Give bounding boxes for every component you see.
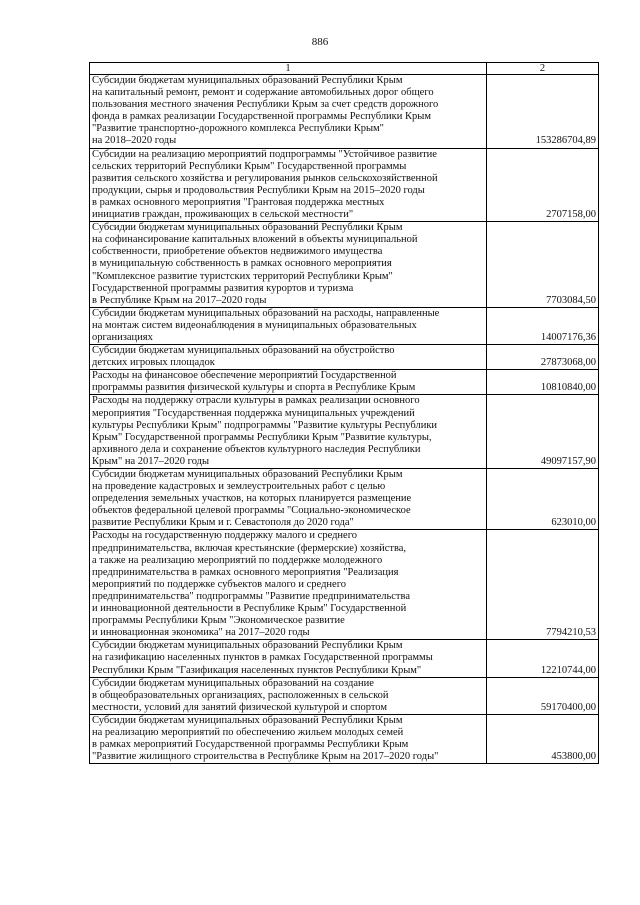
row-amount: 59170400,00: [487, 677, 599, 714]
description-line: программы Республики Крым "Экономическое развитие: [92, 615, 345, 627]
table-row: [90, 222, 599, 308]
row-amount: 27873068,00: [487, 345, 599, 370]
description-line: местности, условий для занятий физической культурой и спортом: [92, 701, 387, 713]
row-description: [90, 395, 487, 469]
description-line: на реализацию мероприятий по обеспечению жильем молодых семей: [92, 726, 404, 738]
description-line: в рамках мероприятий Государственной программы Республики Крым: [92, 739, 409, 751]
row-description: [90, 370, 487, 395]
description-line: Субсидии бюджетам муниципальных образований на расходы, направленные: [92, 307, 440, 319]
row-amount: 153286704,89: [487, 75, 599, 149]
table-row: [90, 345, 599, 370]
description-line: в рамках основного мероприятия "Грантовая поддержка местных: [92, 196, 385, 208]
description-line: Расходы на поддержку отрасли культуры в рамках реализации основного: [92, 395, 420, 407]
table-body: [90, 75, 599, 764]
description-line: Субсидии бюджетам муниципальных образований Республики Крым: [92, 222, 403, 234]
description-line: архивного дела и сохранение объектов культурного наследия Республики: [92, 443, 421, 455]
description-line: собственности, приобретение объектов недвижимого имущества: [92, 246, 383, 258]
description-line: и инновационная экономика" на 2017–2020 годы: [92, 627, 310, 639]
description-line: "Развитие транспортно-дорожного комплекса Республики Крым": [92, 123, 384, 135]
description-line: Субсидии бюджетам муниципальных образований Республики Крым: [92, 714, 403, 726]
description-line: Государственной программы развития курортов и туризма: [92, 282, 354, 294]
description-line: объектов федеральной целевой программы "Социально-экономическое: [92, 505, 411, 517]
description-line: и инновационной деятельности в Республике Крым" Государственной: [92, 603, 407, 615]
description-line: продукции, сырья и продовольствия Республики Крым на 2015–2020 годы: [92, 184, 425, 196]
budget-table: [89, 62, 599, 764]
row-amount: 7703084,50: [487, 222, 599, 308]
table-row: [90, 530, 599, 640]
row-description: [90, 75, 487, 149]
description-line: фонда в рамках реализации Государственной программы Республики Крым: [92, 111, 431, 123]
row-amount: 49097157,90: [487, 395, 599, 469]
description-line: на 2018–2020 годы: [92, 135, 177, 147]
row-amount: 14007176,36: [487, 307, 599, 344]
row-amount: 10810840,00: [487, 370, 599, 395]
table-row: [90, 469, 599, 530]
description-line: Субсидии бюджетам муниципальных образований Республики Крым: [92, 75, 403, 86]
description-line: на капитальный ремонт, ремонт и содержание автомобильных дорог общего: [92, 87, 434, 99]
description-line: мероприятия "Государственная поддержка муниципальных учреждений: [92, 407, 415, 419]
description-line: в Республике Крым на 2017–2020 годы: [92, 294, 267, 306]
description-line: на газификацию населенных пунктов в рамках Государственной программы: [92, 652, 433, 664]
description-line: Субсидии бюджетам муниципальных образований на обустройство: [92, 345, 395, 357]
description-line: в муниципальную собственность в рамках основного мероприятия: [92, 258, 392, 270]
description-line: Субсидии бюджетам муниципальных образований Республики Крым: [92, 469, 403, 480]
description-line: сельских территорий Республики Крым" Государственной программы: [92, 160, 407, 172]
page-number: 886: [311, 36, 329, 48]
row-description: [90, 469, 487, 530]
description-line: детских игровых площадок: [92, 357, 215, 369]
description-line: на софинансирование капитальных вложений в объекты муниципальной: [92, 234, 418, 246]
description-line: в общеобразовательных организациях, расположенных в сельской: [92, 689, 389, 701]
table-row: [90, 677, 599, 714]
description-line: Субсидии бюджетам муниципальных образований на создание: [92, 677, 374, 689]
description-line: мероприятий по поддержке субъектов малого и среднего: [92, 578, 346, 590]
row-description: [90, 714, 487, 763]
table-row: [90, 75, 599, 149]
row-description: [90, 530, 487, 640]
description-line: "Комплексное развитие туристских территорий Республики Крым": [92, 270, 393, 282]
description-line: на монтаж систем видеонаблюдения в муниципальных образовательных: [92, 319, 417, 331]
table-header-row: [90, 63, 599, 75]
description-line: Крым" Государственной программы Республики Крым "Развитие культуры,: [92, 431, 432, 443]
description-line: Крым" на 2017–2020 годы: [92, 455, 210, 467]
description-line: предпринимательства в рамках основного мероприятия "Реализация: [92, 566, 399, 578]
table-row: [90, 395, 599, 469]
description-line: пользования местного значения Республики Крым за счет средств дорожного: [92, 99, 439, 111]
row-description: [90, 345, 487, 370]
row-description: [90, 307, 487, 344]
description-line: предпринимательства" подпрограммы "Развитие предпринимательства: [92, 590, 410, 602]
row-description: [90, 148, 487, 222]
table-row: [90, 307, 599, 344]
row-description: [90, 222, 487, 308]
row-amount: 12210744,00: [487, 640, 599, 677]
description-line: на проведение кадастровых и землеустроительных работ с целью: [92, 481, 386, 493]
row-amount: 2707158,00: [487, 148, 599, 222]
description-line: Расходы на финансовое обеспечение мероприятий Государственной: [92, 370, 397, 382]
description-line: а также на реализацию мероприятий по поддержке молодежного: [92, 554, 383, 566]
description-line: развития сельского хозяйства и регулирования рынков сельскохозяйственной: [92, 172, 438, 184]
description-line: Субсидии бюджетам муниципальных образований Республики Крым: [92, 640, 403, 652]
row-amount: 7794210,53: [487, 530, 599, 640]
row-amount: 453800,00: [487, 714, 599, 763]
description-line: определения земельных участков, на которых планируется размещение: [92, 493, 412, 505]
description-line: инициатив граждан, проживающих в сельской местности": [92, 209, 354, 221]
row-amount: 623010,00: [487, 469, 599, 530]
table-row: [90, 714, 599, 763]
description-line: Расходы на государственную поддержку малого и среднего: [92, 530, 358, 542]
description-line: развитие Республики Крым и г. Севастополя до 2020 года": [92, 517, 354, 529]
row-description: [90, 677, 487, 714]
column-header-2: 2: [487, 63, 599, 75]
table-row: [90, 370, 599, 395]
description-line: предпринимательства, включая крестьянские (фермерские) хозяйства,: [92, 542, 407, 554]
description-line: программы развития физической культуры и спорта в Республике Крым: [92, 382, 416, 394]
table-row: [90, 148, 599, 222]
column-header-1: 1: [90, 63, 487, 75]
description-line: культуры Республики Крым" подпрограммы "Развитие культуры Республики: [92, 419, 438, 431]
description-line: Субсидии на реализацию мероприятий подпрограммы "Устойчивое развитие: [92, 148, 437, 160]
description-line: Республики Крым "Газификация населенных пунктов Республики Крым": [92, 664, 422, 676]
table-row: [90, 640, 599, 677]
description-line: "Развитие жилищного строительства в Республике Крым на 2017–2020 годы": [92, 751, 439, 763]
row-description: [90, 640, 487, 677]
description-line: организациях: [92, 331, 153, 343]
